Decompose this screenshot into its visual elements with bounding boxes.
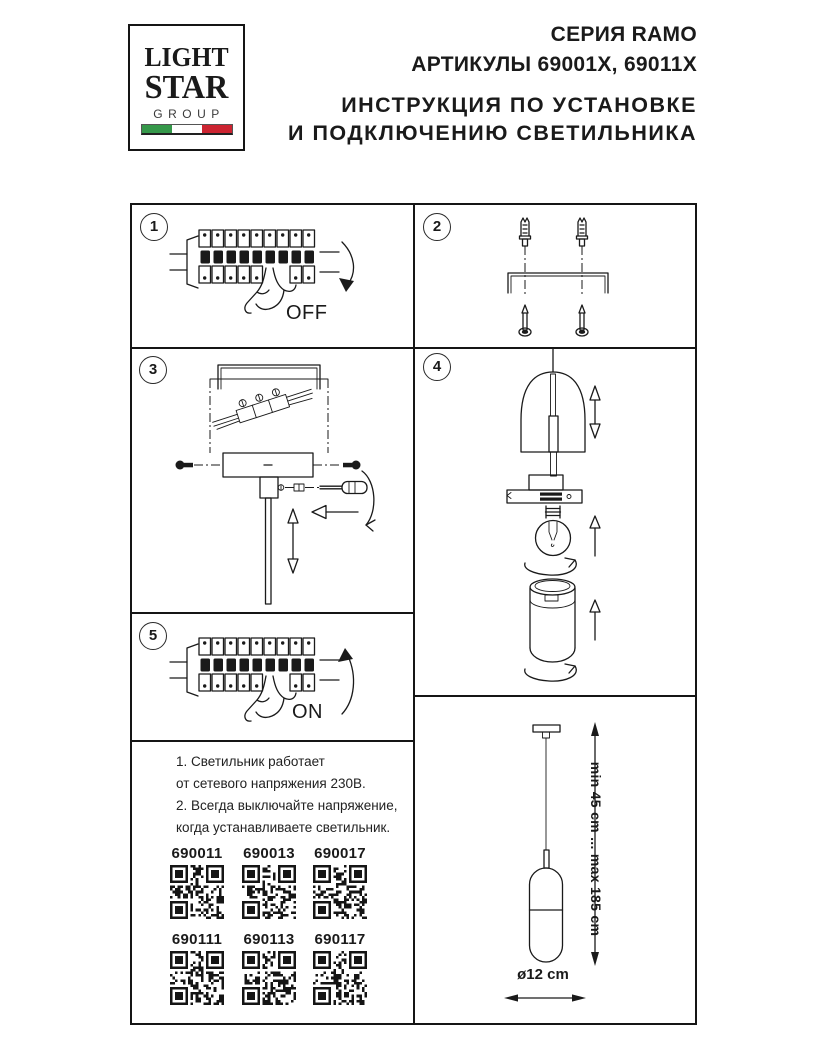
article-number: 690011 bbox=[171, 845, 223, 862]
breaker-on-diagram bbox=[168, 630, 368, 730]
article-number: 690013 bbox=[243, 845, 295, 862]
cylinder-shade-icon bbox=[530, 579, 575, 662]
qr-article-690117 bbox=[305, 931, 375, 1005]
qr-article-690111 bbox=[162, 931, 232, 1005]
step-2-badge: 2 bbox=[423, 213, 451, 241]
safety-notes bbox=[176, 751, 408, 839]
diameter-label: ø12 cm bbox=[517, 966, 569, 983]
article-number: 690113 bbox=[243, 931, 295, 948]
pointing-hand-icon bbox=[245, 676, 296, 721]
flag-red bbox=[202, 125, 232, 133]
qr-code bbox=[313, 865, 367, 919]
height-range-label: min 45 cm ... max 185 cm bbox=[588, 761, 604, 937]
logo-word-star: STAR bbox=[144, 69, 229, 106]
rotate-arrow-icon bbox=[525, 664, 577, 681]
article-number: 690017 bbox=[314, 845, 366, 862]
article-number: 690117 bbox=[314, 931, 366, 948]
qr-article-690011 bbox=[162, 845, 232, 919]
screwdriver-icon bbox=[320, 482, 367, 494]
note-line: когда устанавливаете светильник. bbox=[176, 820, 391, 835]
step-4-badge: 4 bbox=[423, 353, 451, 381]
curved-arrow-down-icon bbox=[339, 242, 354, 292]
lamp-assembly-diagram bbox=[413, 348, 695, 694]
breaker-off-diagram bbox=[168, 222, 368, 322]
articles-line: АРТИКУЛЫ 69001X, 69011X bbox=[411, 53, 697, 76]
step-5-badge: 5 bbox=[139, 622, 167, 650]
qr-code bbox=[170, 865, 224, 919]
lightstar-logo bbox=[128, 24, 245, 151]
up-arrow-icon bbox=[590, 600, 600, 640]
left-arrow-icon bbox=[312, 506, 358, 519]
up-arrow-icon bbox=[590, 516, 600, 556]
logo-word-group: GROUP bbox=[153, 107, 225, 121]
up-down-arrow-icon bbox=[590, 386, 600, 438]
qr-code bbox=[242, 951, 296, 1005]
qr-article-690017 bbox=[305, 845, 375, 919]
grid-hline-left3 bbox=[132, 740, 413, 742]
up-down-arrow-icon bbox=[288, 509, 298, 573]
light-bulb-icon bbox=[536, 506, 571, 556]
on-label: ON bbox=[292, 701, 323, 723]
series-title: СЕРИЯ RAMO bbox=[550, 23, 697, 46]
qr-code bbox=[313, 951, 367, 1005]
doc-title-line2: И ПОДКЛЮЧЕНИЮ СВЕТИЛЬНИКА bbox=[288, 121, 697, 145]
flag-green bbox=[142, 125, 172, 133]
rotate-arrow-icon bbox=[362, 471, 375, 531]
curved-arrow-up-icon bbox=[338, 648, 354, 714]
qr-code bbox=[242, 865, 296, 919]
doc-title-line1: ИНСТРУКЦИЯ ПО УСТАНОВКЕ bbox=[341, 93, 697, 117]
off-label: OFF bbox=[286, 302, 328, 324]
qr-code bbox=[170, 951, 224, 1005]
rotate-arrow-icon bbox=[525, 558, 577, 575]
qr-article-690013 bbox=[234, 845, 304, 919]
qr-article-690113 bbox=[234, 931, 304, 1005]
logo-word-light: LIGHT bbox=[144, 42, 229, 72]
article-number: 690111 bbox=[171, 931, 223, 948]
note-line: от сетевого напряжения 230В. bbox=[176, 776, 366, 791]
step-3-badge: 3 bbox=[139, 356, 167, 384]
terminal-block-sketch bbox=[209, 378, 315, 431]
note-line: 1. Светильник работает bbox=[176, 754, 325, 769]
italian-flag-bar bbox=[141, 124, 233, 135]
step-1-badge: 1 bbox=[140, 213, 168, 241]
note-line: 2. Всегда выключайте напряжение, bbox=[176, 798, 398, 813]
header bbox=[288, 20, 697, 147]
grid-hline-left2 bbox=[132, 612, 413, 614]
flag-white bbox=[172, 125, 202, 133]
canopy-mounting-diagram bbox=[130, 349, 413, 611]
diameter-dimension-arrow bbox=[504, 994, 586, 1001]
anchors-screws-diagram bbox=[488, 208, 628, 343]
